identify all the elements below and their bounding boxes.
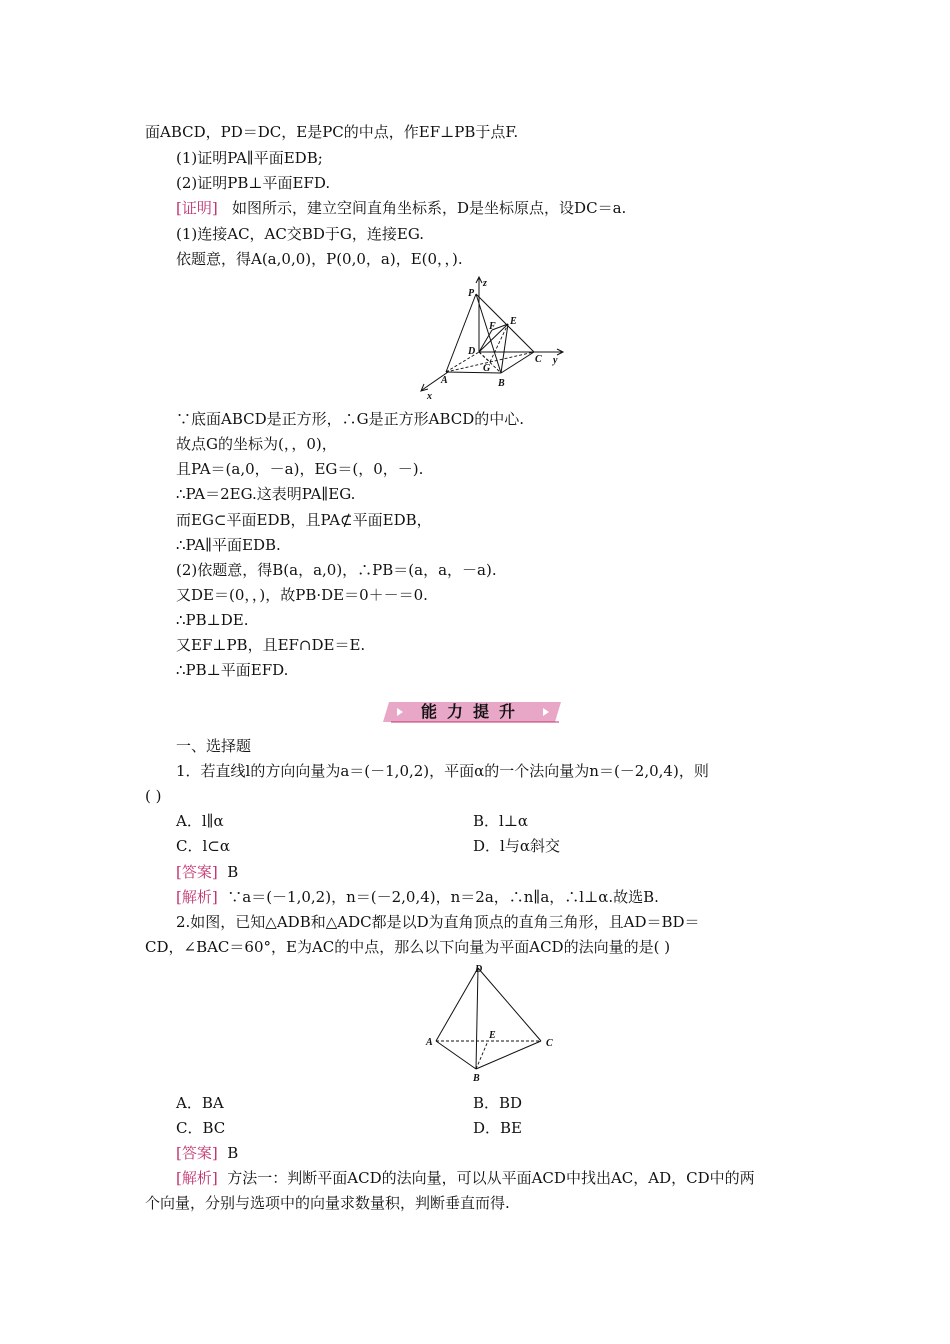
answer-tag: [答案]: [176, 863, 218, 881]
q1-option-c: C．l⊂α: [176, 837, 230, 855]
label-D: D: [475, 964, 483, 975]
q1-stem-bracket: ( ): [145, 787, 162, 805]
proof-line: ∴PB⊥平面EFD.: [176, 661, 289, 679]
proof-line: ∵底面ABCD是正方形，∴G是正方形ABCD的中心.: [176, 410, 525, 428]
proof-line: (2)依题意，得B(a，a,0)，∴PB＝(a，a，－a).: [176, 561, 497, 579]
pyramid-svg: [410, 272, 580, 402]
q1-stem: 1．若直线l的方向向量为a＝(－1,0,2)，平面α的一个法向量为n＝(－2,0,4)，则: [176, 762, 709, 780]
proof-intro-text: 如图所示，建立空间直角坐标系，D是坐标原点，设DC＝a.: [232, 199, 627, 217]
q1-option-d: D．l与α斜交: [473, 837, 560, 855]
problem-part-1: (1)证明PA∥平面EDB;: [176, 149, 323, 167]
proof-intro: [176, 198, 626, 218]
label-y-axis: y: [553, 355, 558, 366]
q1-option-a: A．l∥α: [176, 812, 224, 830]
analysis-tag: [解析]: [176, 888, 218, 906]
q1-analysis: [176, 887, 659, 907]
answer-tag: [答案]: [176, 1144, 218, 1162]
label-A: A: [441, 375, 448, 386]
problem-part-2: (2)证明PB⊥平面EFD.: [176, 174, 331, 192]
q2-analysis-cont: 个向量，分别与选项中的向量求数量积，判断垂直而得.: [145, 1194, 510, 1212]
proof-line: ∴PB⊥DE.: [176, 611, 249, 629]
label-x-axis: x: [427, 391, 432, 402]
analysis-text: ∵a＝(－1,0,2)，n＝(－2,0,4)，n＝2a，∴n∥a，∴l⊥α.故选B.: [227, 888, 659, 906]
label-E: E: [489, 1030, 496, 1041]
tetrahedron-svg: [420, 962, 560, 1087]
section-banner: [383, 700, 563, 724]
q1-answer: [176, 862, 238, 882]
proof-line: 故点G的坐标为(，，0)，: [176, 435, 337, 453]
q2-analysis: [176, 1168, 755, 1188]
label-C: C: [546, 1038, 553, 1049]
q2-stem: 2.如图，已知△ADB和△ADC都是以D为直角顶点的直角三角形，且AD＝BD＝: [176, 913, 700, 931]
proof-line: ∴PA＝2EG.这表明PA∥EG.: [176, 485, 356, 503]
analysis-tag: [解析]: [176, 1169, 218, 1187]
label-A: A: [426, 1037, 433, 1048]
label-B: B: [473, 1073, 480, 1084]
q2-option-a: A．BA: [176, 1094, 224, 1112]
analysis-text: 方法一：判断平面ACD的法向量，可以从平面ACD中找出AC，AD，CD中的两: [227, 1169, 755, 1187]
label-P: P: [468, 288, 475, 299]
q2-option-b: B．BD: [473, 1094, 523, 1112]
q2-option-d: D．BE: [473, 1119, 522, 1137]
label-z-axis: z: [483, 278, 487, 289]
section-title: 能力提升: [420, 702, 525, 721]
label-D: D: [468, 346, 476, 357]
proof-line: 依题意，得A(a,0,0)，P(0,0，a)，E(0，，).: [176, 250, 463, 268]
label-C: C: [535, 354, 542, 365]
label-F: F: [489, 321, 496, 332]
problem-text-line: 面ABCD，PD＝DC，E是PC的中点，作EF⊥PB于点F.: [145, 123, 519, 141]
proof-line: 而EG⊂平面EDB，且PA⊄平面EDB，: [176, 511, 432, 529]
proof-line: ∴PA∥平面EDB.: [176, 536, 281, 554]
proof-line: (1)连接AC，AC交BD于G，连接EG.: [176, 225, 425, 243]
q2-option-c: C．BC: [176, 1119, 226, 1137]
proof-line: 又DE＝(0，，)，故PB·DE＝0＋－＝0.: [176, 586, 428, 604]
q1-option-b: B．l⊥α: [473, 812, 529, 830]
pyramid-coordinate-figure: [410, 272, 580, 402]
label-G: G: [483, 363, 491, 374]
answer-value: B: [227, 1144, 239, 1162]
answer-value: B: [227, 863, 239, 881]
proof-line: 且PA＝(a,0，－a)，EG＝(，0，－).: [176, 460, 424, 478]
label-E: E: [510, 316, 517, 327]
proof-line: 又EF⊥PB，且EF∩DE＝E.: [176, 636, 366, 654]
tetrahedron-figure: [420, 962, 560, 1087]
label-B: B: [498, 378, 505, 389]
proof-tag: [证明]: [176, 199, 218, 217]
section-heading: 一、选择题: [176, 737, 252, 755]
q2-stem-cont: CD，∠BAC＝60°，E为AC的中点，那么以下向量为平面ACD的法向量的是( ): [145, 938, 671, 956]
q2-answer: [176, 1143, 238, 1163]
